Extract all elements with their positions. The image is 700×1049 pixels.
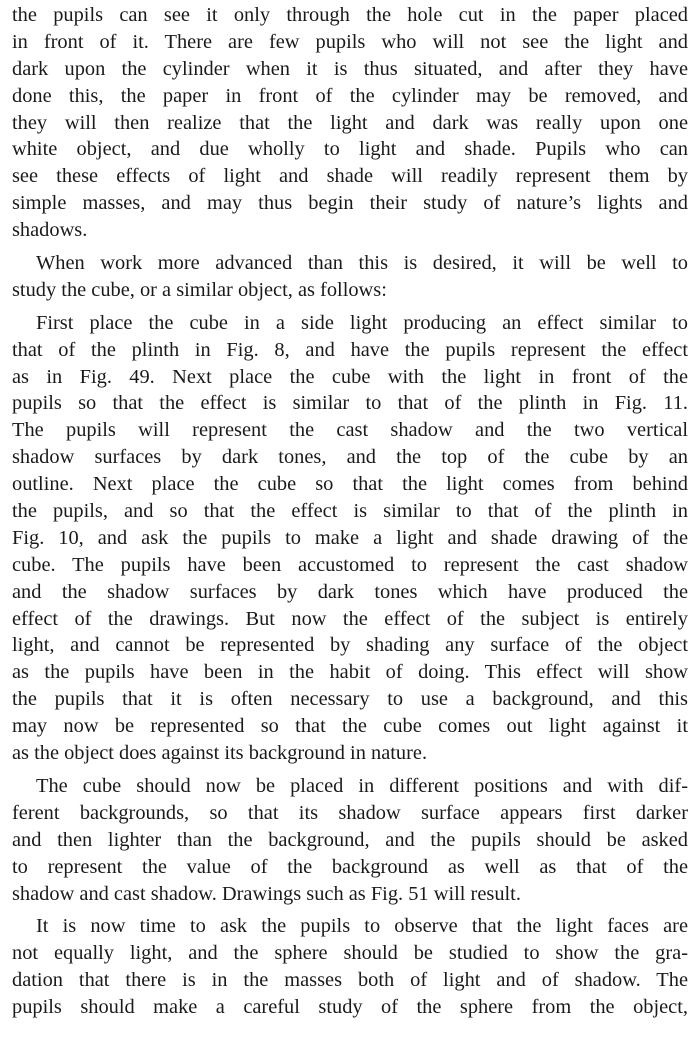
text-line: dation that there is in the masses both of light and of shadow. The — [12, 969, 688, 992]
paragraph — [12, 250, 688, 304]
text-line: pupils should make a careful study of the sphere from the object, — [12, 996, 688, 1019]
text-line: the pupils, and so that the effect is similar to that of the plinth in — [12, 500, 688, 523]
text-line: in front of it. There are few pupils who will not see the light and — [12, 30, 688, 53]
text-line: and the shadow surfaces by dark tones which have produced the — [12, 580, 688, 603]
text-line: may now be represented so that the cube comes out light against it — [12, 715, 688, 738]
text-line: simple masses, and may thus begin their study of nature’s lights and — [12, 192, 688, 215]
text-line: shadows. — [12, 219, 88, 242]
paragraph — [12, 310, 688, 767]
text-line: that of the plinth in Fig. 8, and have the pupils represent the effect — [12, 338, 688, 361]
text-line: shadow and cast shadow. Drawings such as Fig. 51 will result. — [12, 882, 521, 905]
text-line: they will then realize that the light and dark was really upon one — [12, 111, 688, 134]
text-line: as the pupils have been in the habit of doing. This effect will show — [12, 661, 688, 684]
text-line: pupils so that the effect is similar to that of the plinth in Fig. 11. — [12, 392, 688, 415]
paragraph — [12, 2, 688, 244]
text-line: as the object does against its background in nature. — [12, 742, 428, 765]
text-line: as in Fig. 49. Next place the cube with the light in front of the — [12, 365, 688, 388]
text-line: the pupils can see it only through the hole cut in the paper placed — [12, 4, 688, 26]
text-line: Fig. 10, and ask the pupils to make a light and shade drawing of the — [12, 526, 688, 549]
text-line: outline. Next place the cube so that the light comes from behind — [12, 473, 688, 496]
text-line: It is now time to ask the pupils to observe that the light faces are — [36, 915, 688, 938]
text-line: effect of the drawings. But now the effect of the subject is entirely — [12, 607, 688, 630]
book-page — [12, 2, 688, 1021]
text-line: done this, the paper in front of the cylinder may be removed, and — [12, 84, 688, 107]
text-line: ferent backgrounds, so that its shadow surface appears first darker — [12, 801, 688, 824]
text-line: shadow surfaces by dark tones, and the top of the cube by an — [12, 446, 688, 469]
paragraph — [12, 913, 688, 1021]
text-line: cube. The pupils have been accustomed to represent the cast shadow — [12, 553, 688, 576]
text-line: The cube should now be placed in different positions and with dif- — [36, 774, 688, 797]
text-line: not equally light, and the sphere should be studied to show the gra- — [12, 942, 688, 965]
text-line: light, and cannot be represented by shading any surface of the object — [12, 634, 688, 657]
text-line: see these effects of light and shade will readily represent them by — [12, 165, 688, 188]
text-line: dark upon the cylinder when it is thus situated, and after they have — [12, 57, 688, 80]
text-line: When work more advanced than this is desired, it will be well to — [36, 252, 688, 275]
text-line: and then lighter than the background, and the pupils should be asked — [12, 828, 688, 851]
text-line: to represent the value of the background as well as that of the — [12, 855, 688, 878]
text-line: white object, and due wholly to light and shade. Pupils who can — [12, 138, 688, 161]
text-line: the pupils that it is often necessary to use a background, and this — [12, 688, 688, 711]
text-line: study the cube, or a similar object, as follows: — [12, 278, 387, 301]
paragraph — [12, 773, 688, 907]
text-line: The pupils will represent the cast shadow and the two vertical — [12, 419, 688, 442]
text-line: First place the cube in a side light producing an effect similar to — [36, 311, 688, 334]
